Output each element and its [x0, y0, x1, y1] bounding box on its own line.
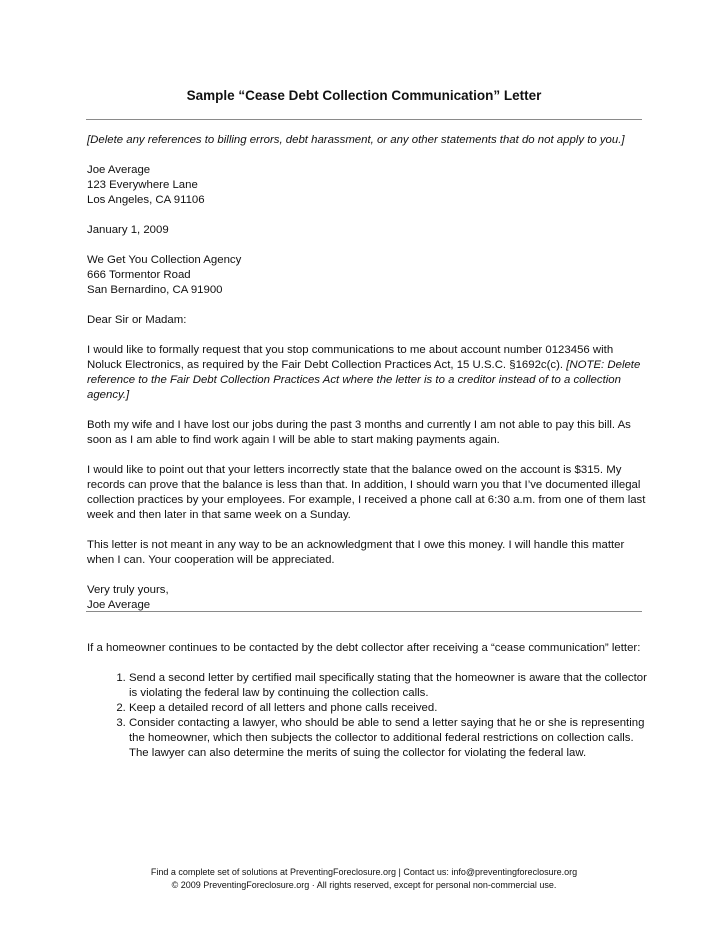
top-divider — [86, 119, 642, 120]
sample-letter — [87, 133, 647, 628]
recipient-city: San Bernardino, CA 91900 — [87, 284, 223, 296]
sender-address — [87, 163, 647, 208]
list-item: 3. Consider contacting a lawyer, who should be able to send a letter saying that he or she is representing the homeowner, which then subjects the collector to additional federal restrictions on collection calls. The lawyer can also determine the merits of suing the collector for violating the federal law. — [129, 716, 647, 761]
paragraph-3: I would like to point out that your letters incorrectly state that the balance owed on the account is $315. My records can prove that the balance is less than that. In addition, I should warn you that I’ve documented illegal collection practices by your employees. For example, I received a phone call at 6:30 a.m. from one of them last week and then later in that same week on a Sunday. — [87, 464, 646, 521]
footer-line-1: Find a complete set of solutions at PreventingForeclosure.org | Contact us: info@preventingforeclosure.org — [150, 867, 578, 877]
instruction-note: [Delete any references to billing errors, debt harassment, or any other statements that do not apply to you.] — [87, 134, 625, 146]
closing: Very truly yours, — [87, 584, 169, 596]
paragraph-1-note: [NOTE: Delete reference to the Fair Debt Collection Practices Act where the letter is to a creditor instead of to a collection agency.] — [87, 359, 641, 401]
footer-line-2: © 2009 PreventingForeclosure.org · All rights reserved, except for personal non-commercial use. — [171, 880, 557, 890]
list-item: 1. Send a second letter by certified mail specifically stating that the homeowner is aware that the collector is violating the federal law by continuing the collection calls. — [129, 671, 647, 701]
page-footer — [0, 866, 728, 892]
paragraph-2: Both my wife and I have lost our jobs during the past 3 months and currently I am not able to pay this bill. As soon as I am able to find work again I will be able to start making payments again. — [87, 419, 631, 446]
document-title: Sample “Cease Debt Collection Communication” Letter — [186, 88, 542, 103]
signature: Joe Average — [87, 599, 151, 611]
paragraph-4: This letter is not meant in any way to be an acknowledgment that I owe this money. I will handle this matter when I can. Your cooperation will be appreciated. — [87, 539, 625, 566]
letter-date: January 1, 2009 — [87, 224, 169, 236]
list-item: 2. Keep a detailed record of all letters and phone calls received. — [129, 701, 647, 716]
followup-section — [87, 641, 647, 761]
recipient-street: 666 Tormentor Road — [87, 269, 191, 281]
salutation: Dear Sir or Madam: — [87, 314, 187, 326]
sender-name: Joe Average — [87, 164, 151, 176]
followup-intro: If a homeowner continues to be contacted by the debt collector after receiving a “cease communication” letter: — [87, 642, 641, 654]
recipient-name: We Get You Collection Agency — [87, 254, 242, 266]
middle-divider — [86, 611, 642, 612]
recipient-address — [87, 253, 647, 298]
paragraph-1: I would like to formally request that you stop communications to me about account number 0123456 with Noluck Electronics, as required by the Fair Debt Collection Practices Act, 15 U.S.C. §1692c(c). [NOTE: Delete reference to the Fair Debt Collection Practices Act where the letter is to a creditor instead of to a collection agency.] — [87, 344, 641, 401]
sender-city: Los Angeles, CA 91106 — [87, 194, 205, 206]
sender-street: 123 Everywhere Lane — [87, 179, 198, 191]
closing-block — [87, 583, 647, 613]
followup-steps — [87, 671, 647, 761]
